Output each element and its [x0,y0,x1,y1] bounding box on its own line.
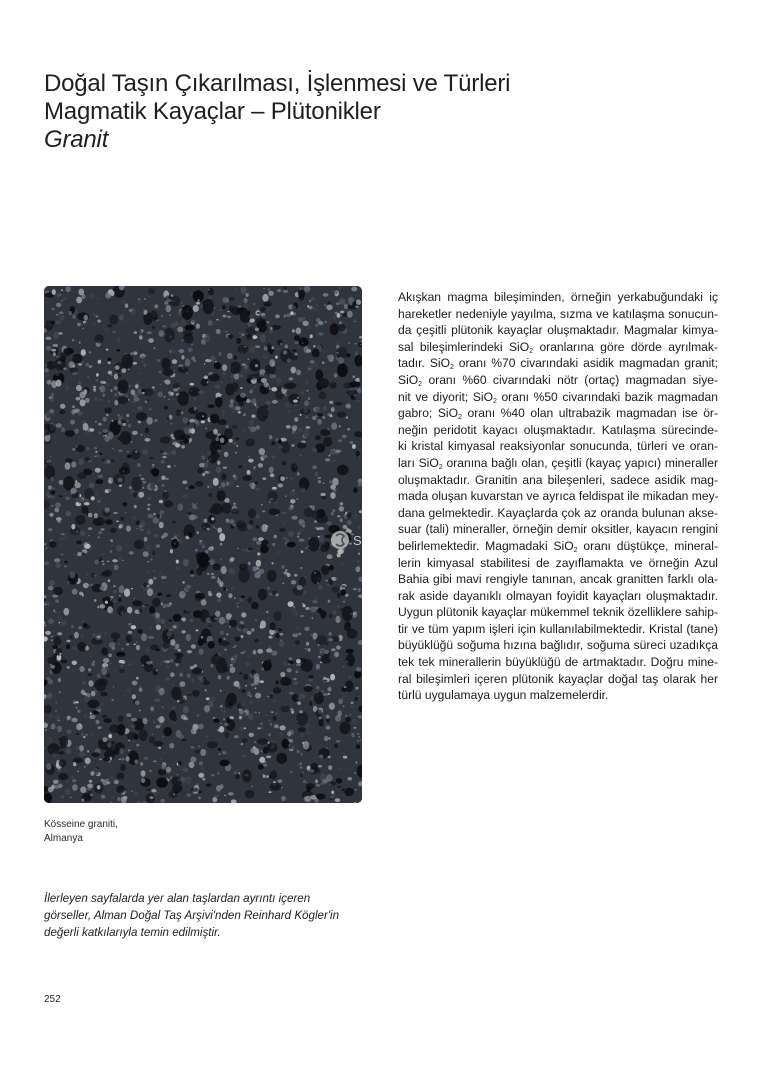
watermark-letter: S [353,533,362,548]
body-line: oluşmaktadır. Granitin ana bileşenleri, sadece asidik mag- [398,472,718,487]
body-line: hareketler nedeniyle yayılma, sızma ve katılaşma sonucun- [398,306,718,321]
body-line: SiO$_2$ oranı %60 civarındaki nötr (ortaç) magmadan siye- [398,372,718,388]
caption-line-1: Kösseine graniti, [44,819,118,830]
body-line: Akışkan magma bileşiminden, örneğin yerkabuğundaki iç [398,290,718,304]
body-line: Uygun plütonik kayaçlar mükemmel teknik özelliklere sahip- [398,605,718,620]
credit-note [44,890,364,941]
photo-caption [44,818,118,846]
body-line: Bahia gibi mavi rengiyle tanınan, ancak granitten farklı ola- [398,572,718,587]
body-line: ki kristal kimyasal reaksiyonlar sonucunda, türleri ve oran- [398,439,718,454]
body-line: büyüklüğü soğuma hızına bağlıdır, soğuma süreci uzadıkça [398,638,718,653]
body-line: tadır. SiO$_2$ oranı %70 civarındaki asidik magmadan granit; [398,356,718,372]
body-line: ral bileşimleri içeren plütonik kayaçlar doğal taş olarak her [398,671,718,686]
page-number: 252 [44,994,61,1005]
body-line: suar (tali) mineraller, örneğin demir oksitler, kayacın rengini [398,522,718,537]
body-line: ları SiO$_2$ oranına bağlı olan, çeşitli (kayaç yapıcı) mineraller [398,455,718,471]
body-line: gabro; SiO$_2$ oranı %40 olan ultrabazik magmadan ise ör- [398,406,718,422]
body-line: türlü uygulamaya uygun malzemelerdir. [398,688,609,703]
credit-line-2: görseller, Alman Doğal Taş Arşivi'nden Reinhard Kögler'in [44,909,340,922]
granite-texture [44,286,362,803]
body-line: belirlemektedir. Magmadaki SiO$_2$ oranı düştükçe, mineral- [398,538,718,554]
body-line: tir ve tüm yapım işleri için kullanılabilmektedir. Kristal (tane) [398,621,718,636]
body-line: nit ve diyorit; SiO$_2$ oranı %50 civarındaki bazik magmadan [398,389,718,405]
heading-line-3: Granit [44,126,109,153]
page-heading [44,70,724,154]
credit-line-3: değerli katkılarıyla temin edilmiştir. [44,926,221,939]
heading-line-1: Doğal Taşın Çıkarılması, İşlenmesi ve Türleri [44,70,511,97]
body-line: sal bileşimlerindeki SiO$_2$ oranlarına göre dörde ayrılmak- [398,339,718,355]
granite-photo [44,286,362,803]
caption-line-2: Almanya [44,833,83,844]
body-paragraph [398,289,718,704]
heading-line-2: Magmatik Kayaçlar – Plütonikler [44,98,381,125]
body-line: tek tek minerallerin büyüklüğü de artmaktadır. Doğru mine- [398,655,718,670]
body-line: rak aside dayanıklı olmayan foyidit kayaçları oluşmaktadır. [398,588,718,603]
body-line: mada oluşan kuvarstan ve ayrıca feldispat ile mikadan mey- [398,489,719,504]
credit-line-1: İlerleyen sayfalarda yer alan taşlardan ayrıntı içeren [44,892,311,905]
body-line: dana gelmektedir. Kayaçlarda çok az oranda bulunan akse- [398,505,718,520]
body-line: neğin peridotit kayacı oluşmaktadır. Katılaşma sürecinde- [398,422,718,437]
body-line: da çeşitli plütonik kayaçlar oluşmaktadır. Magmalar kimya- [398,323,718,338]
body-line: lerin kimyasal stabilitesi de zayıflamakta ve örneğin Azul [398,555,718,570]
